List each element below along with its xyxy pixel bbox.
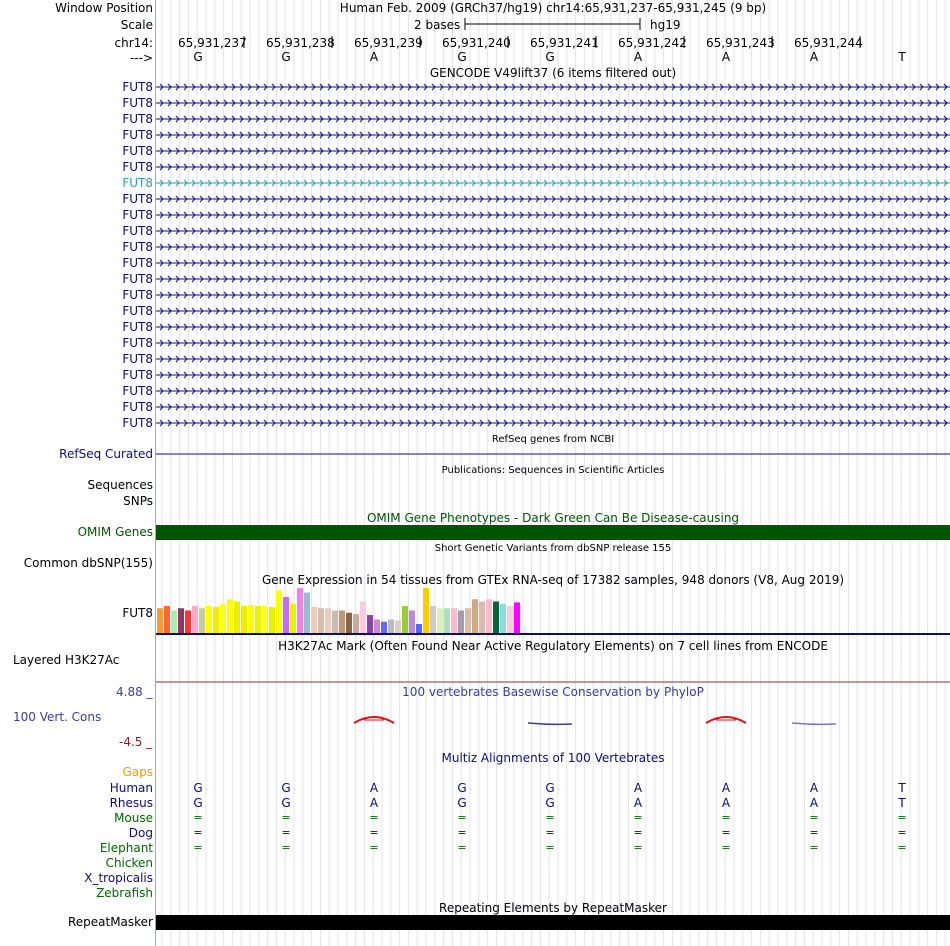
- base-letter: T: [898, 50, 906, 64]
- dbsnp-track-title[interactable]: Short Genetic Variants from dbSNP release 155: [434, 543, 672, 554]
- multiz-base: =: [457, 841, 467, 854]
- multiz-base: =: [897, 811, 907, 824]
- gtex-gene-label[interactable]: FUT8: [122, 606, 153, 620]
- gtex-tissue-bar: [164, 606, 170, 633]
- phylop-track-title[interactable]: 100 vertebrates Basewise Conservation by PhyloP: [402, 685, 704, 699]
- gtex-tissue-bar: [192, 606, 198, 633]
- gencode-track-title[interactable]: GENCODE V49lift37 (6 items filtered out): [429, 66, 677, 80]
- gtex-tissue-bar: [367, 615, 373, 633]
- gtex-tissue-bar: [311, 607, 317, 633]
- gtex-tissue-bar: [500, 604, 506, 633]
- multiz-base: G: [193, 796, 203, 810]
- multiz-base: =: [633, 826, 643, 839]
- multiz-base: G: [281, 796, 291, 810]
- base-letter: G: [457, 50, 467, 64]
- multiz-base: =: [457, 826, 467, 839]
- ruler-position: 65,931,239: [354, 36, 423, 50]
- gtex-tissue-bar: [472, 599, 478, 633]
- gencode-gene-label[interactable]: FUT8: [122, 320, 153, 334]
- multiz-species-label[interactable]: Human: [109, 781, 153, 795]
- multiz-base: =: [457, 811, 467, 824]
- gencode-gene-label[interactable]: FUT8: [122, 192, 153, 206]
- multiz-base: =: [633, 811, 643, 824]
- refseq-track-title[interactable]: RefSeq genes from NCBI: [491, 434, 615, 445]
- gtex-tissue-bar: [178, 608, 184, 633]
- gencode-gene-label[interactable]: FUT8: [122, 80, 153, 94]
- multiz-species-label[interactable]: Rhesus: [109, 796, 153, 810]
- gtex-tissue-bar: [213, 607, 219, 633]
- multiz-base: =: [897, 841, 907, 854]
- base-letter: G: [193, 50, 203, 64]
- multiz-species-label[interactable]: Mouse: [114, 811, 153, 825]
- h3k27ac-label[interactable]: Layered H3K27Ac: [13, 653, 120, 667]
- multiz-base: G: [457, 781, 467, 795]
- gtex-tissue-bar: [395, 620, 401, 633]
- multiz-species-label[interactable]: X_tropicalis: [84, 871, 153, 885]
- gtex-tissue-bar: [444, 608, 450, 633]
- gtex-tissue-bar: [409, 611, 415, 634]
- multiz-base: =: [369, 811, 379, 824]
- multiz-base: T: [898, 781, 906, 795]
- gtex-tissue-bar: [199, 608, 205, 633]
- repeatmasker-label[interactable]: RepeatMasker: [67, 915, 153, 929]
- phylop-max-label: 4.88 _: [116, 685, 153, 699]
- multiz-base: A: [721, 781, 731, 795]
- gencode-gene-label[interactable]: FUT8: [122, 416, 153, 430]
- multiz-base: G: [281, 781, 291, 795]
- gencode-gene-label[interactable]: FUT8: [122, 400, 153, 414]
- repeatmasker-track-title[interactable]: Repeating Elements by RepeatMasker: [439, 901, 667, 915]
- multiz-base: A: [809, 796, 819, 810]
- gtex-tissue-bar: [402, 606, 408, 633]
- multiz-base: T: [898, 796, 906, 810]
- gtex-tissue-bar: [493, 602, 499, 634]
- gtex-tissue-bar: [283, 597, 289, 633]
- gencode-gene-label[interactable]: FUT8: [122, 144, 153, 158]
- base-letter: A: [633, 50, 643, 64]
- phylop-trough: [792, 723, 836, 724]
- gtex-tissue-bar: [248, 605, 254, 633]
- multiz-base: =: [809, 841, 819, 854]
- gencode-gene-label[interactable]: FUT8: [122, 368, 153, 382]
- base-letter: G: [281, 50, 291, 64]
- gtex-tissue-bar: [220, 604, 226, 633]
- gencode-gene-label[interactable]: FUT8: [122, 96, 153, 110]
- multiz-base: =: [369, 826, 379, 839]
- gencode-gene-label[interactable]: FUT8: [122, 176, 153, 190]
- multiz-base: =: [193, 811, 203, 824]
- gtex-tissue-bar: [346, 613, 352, 633]
- publications-track-title[interactable]: Publications: Sequences in Scientific Articles: [441, 465, 665, 476]
- ruler-position: 65,931,242: [618, 36, 687, 50]
- gtex-tissue-bar: [465, 608, 471, 633]
- gtex-tissue-bar: [486, 599, 492, 633]
- phylop-trough: [528, 723, 572, 724]
- gtex-tissue-bar: [269, 607, 275, 633]
- window-position-text: Human Feb. 2009 (GRCh37/hg19) chr14:65,931,237-65,931,245 (9 bp): [339, 1, 767, 15]
- base-letter: A: [809, 50, 819, 64]
- gtex-tissue-bar: [290, 604, 296, 633]
- gtex-tissue-bar: [388, 620, 394, 634]
- gencode-gene-label[interactable]: FUT8: [122, 256, 153, 270]
- gtex-tissue-bar: [423, 588, 429, 633]
- gtex-tissue-bar: [339, 611, 345, 634]
- gtex-tissue-bar: [430, 606, 436, 633]
- multiz-base: =: [545, 841, 555, 854]
- dbsnp-label[interactable]: Common dbSNP(155): [23, 556, 153, 570]
- multiz-base: =: [721, 811, 731, 824]
- gtex-tissue-bar: [297, 588, 303, 633]
- gencode-gene-label[interactable]: FUT8: [122, 224, 153, 238]
- multiz-base: =: [721, 826, 731, 839]
- gtex-tissue-bar: [276, 590, 282, 633]
- gtex-tissue-bar: [171, 611, 177, 634]
- sequences-label[interactable]: Sequences: [87, 478, 153, 492]
- multiz-base: =: [281, 841, 291, 854]
- gtex-tissue-bar: [325, 608, 331, 633]
- scale-label: Scale: [120, 18, 153, 32]
- gencode-gene-label[interactable]: FUT8: [122, 352, 153, 366]
- gencode-gene-label[interactable]: FUT8: [122, 336, 153, 350]
- multiz-base: A: [721, 796, 731, 810]
- gtex-track-title[interactable]: Gene Expression in 54 tissues from GTEx RNA-seq of 17382 samples, 948 donors (V8, Aug 2019): [261, 573, 845, 587]
- gencode-gene-label[interactable]: FUT8: [122, 304, 153, 318]
- gtex-tissue-bar: [332, 611, 338, 634]
- gencode-gene-label[interactable]: FUT8: [122, 272, 153, 286]
- gtex-tissue-bar: [262, 606, 268, 633]
- ruler-position: 65,931,244: [794, 36, 863, 50]
- multiz-species-label[interactable]: Chicken: [105, 856, 153, 870]
- omim-track-title[interactable]: OMIM Gene Phenotypes - Dark Green Can Be Disease-causing: [366, 511, 740, 525]
- phylop-min-label: -4.5 _: [119, 735, 153, 749]
- gtex-tissue-bar: [381, 622, 387, 633]
- phylop-label[interactable]: 100 Vert. Cons: [13, 710, 102, 724]
- multiz-base: =: [897, 826, 907, 839]
- multiz-track-title[interactable]: Multiz Alignments of 100 Vertebrates: [441, 751, 665, 765]
- chrom-label: chr14:: [114, 36, 153, 50]
- gtex-tissue-bar: [227, 599, 233, 633]
- gtex-tissue-bar: [437, 608, 443, 633]
- gencode-gene-label[interactable]: FUT8: [122, 384, 153, 398]
- gtex-tissue-bar: [206, 606, 212, 633]
- scale-assembly: hg19: [650, 18, 681, 32]
- strand-label: --->: [129, 51, 153, 65]
- refseq-curated-label[interactable]: RefSeq Curated: [59, 447, 153, 461]
- multiz-base: A: [633, 781, 643, 795]
- multiz-base: =: [809, 826, 819, 839]
- gtex-tissue-bar: [514, 602, 520, 633]
- multiz-base: =: [193, 826, 203, 839]
- multiz-species-label[interactable]: Zebrafish: [96, 886, 153, 900]
- gtex-tissue-bar: [458, 611, 464, 634]
- gencode-gene-label[interactable]: FUT8: [122, 208, 153, 222]
- gencode-gene-label[interactable]: FUT8: [122, 128, 153, 142]
- gtex-tissue-bar: [479, 602, 485, 634]
- gtex-tissue-bar: [521, 626, 527, 633]
- multiz-base: =: [721, 841, 731, 854]
- scale-text: 2 bases: [414, 18, 461, 32]
- gtex-tissue-bar: [318, 608, 324, 633]
- multiz-base: =: [281, 826, 291, 839]
- gtex-tissue-bar: [507, 606, 513, 633]
- multiz-base: G: [545, 796, 555, 810]
- gtex-tissue-bar: [304, 593, 310, 634]
- gtex-tissue-bar: [241, 606, 247, 633]
- base-letter: G: [545, 50, 555, 64]
- gtex-tissue-bar: [451, 608, 457, 633]
- gtex-tissue-bar: [185, 611, 191, 634]
- gencode-gene-label[interactable]: FUT8: [122, 288, 153, 302]
- multiz-species-label[interactable]: Dog: [128, 826, 153, 840]
- multiz-base: A: [809, 781, 819, 795]
- multiz-base: =: [193, 841, 203, 854]
- h3k27ac-track-title[interactable]: H3K27Ac Mark (Often Found Near Active Regulatory Elements) on 7 cell lines from ENCODE: [278, 639, 828, 653]
- omim-feature: [156, 525, 950, 540]
- multiz-base: A: [369, 781, 379, 795]
- multiz-base: =: [809, 811, 819, 824]
- window-position-label: Window Position: [55, 1, 153, 15]
- gencode-gene-label[interactable]: FUT8: [122, 160, 153, 174]
- base-letter: A: [721, 50, 731, 64]
- gencode-gene-label[interactable]: FUT8: [122, 240, 153, 254]
- multiz-base: =: [545, 826, 555, 839]
- ruler-position: 65,931,237: [178, 36, 247, 50]
- multiz-base: =: [281, 811, 291, 824]
- gtex-tissue-bar: [234, 602, 240, 634]
- gencode-gene-label[interactable]: FUT8: [122, 112, 153, 126]
- multiz-species-label[interactable]: Elephant: [99, 841, 153, 855]
- multiz-base: =: [545, 811, 555, 824]
- omim-genes-label[interactable]: OMIM Genes: [77, 525, 153, 539]
- gtex-tissue-bar: [416, 624, 422, 633]
- repeatmasker-feature: [156, 915, 950, 930]
- ruler-position: 65,931,238: [266, 36, 335, 50]
- multiz-base: A: [369, 796, 379, 810]
- multiz-base: G: [193, 781, 203, 795]
- ruler-position: 65,931,241: [530, 36, 599, 50]
- gtex-tissue-bar: [157, 608, 163, 633]
- multiz-base: A: [633, 796, 643, 810]
- gtex-tissue-bar: [353, 614, 359, 633]
- gtex-tissue-bar: [255, 606, 261, 633]
- multiz-base: G: [545, 781, 555, 795]
- base-letter: A: [369, 50, 379, 64]
- gtex-tissue-bar: [374, 620, 380, 634]
- ruler-position: 65,931,243: [706, 36, 775, 50]
- gtex-tissue-bar: [360, 602, 366, 634]
- gaps-label[interactable]: Gaps: [122, 765, 153, 779]
- multiz-base: G: [457, 796, 467, 810]
- ruler-position: 65,931,240: [442, 36, 511, 50]
- multiz-base: =: [369, 841, 379, 854]
- snps-label[interactable]: SNPs: [123, 494, 153, 508]
- multiz-base: =: [633, 841, 643, 854]
